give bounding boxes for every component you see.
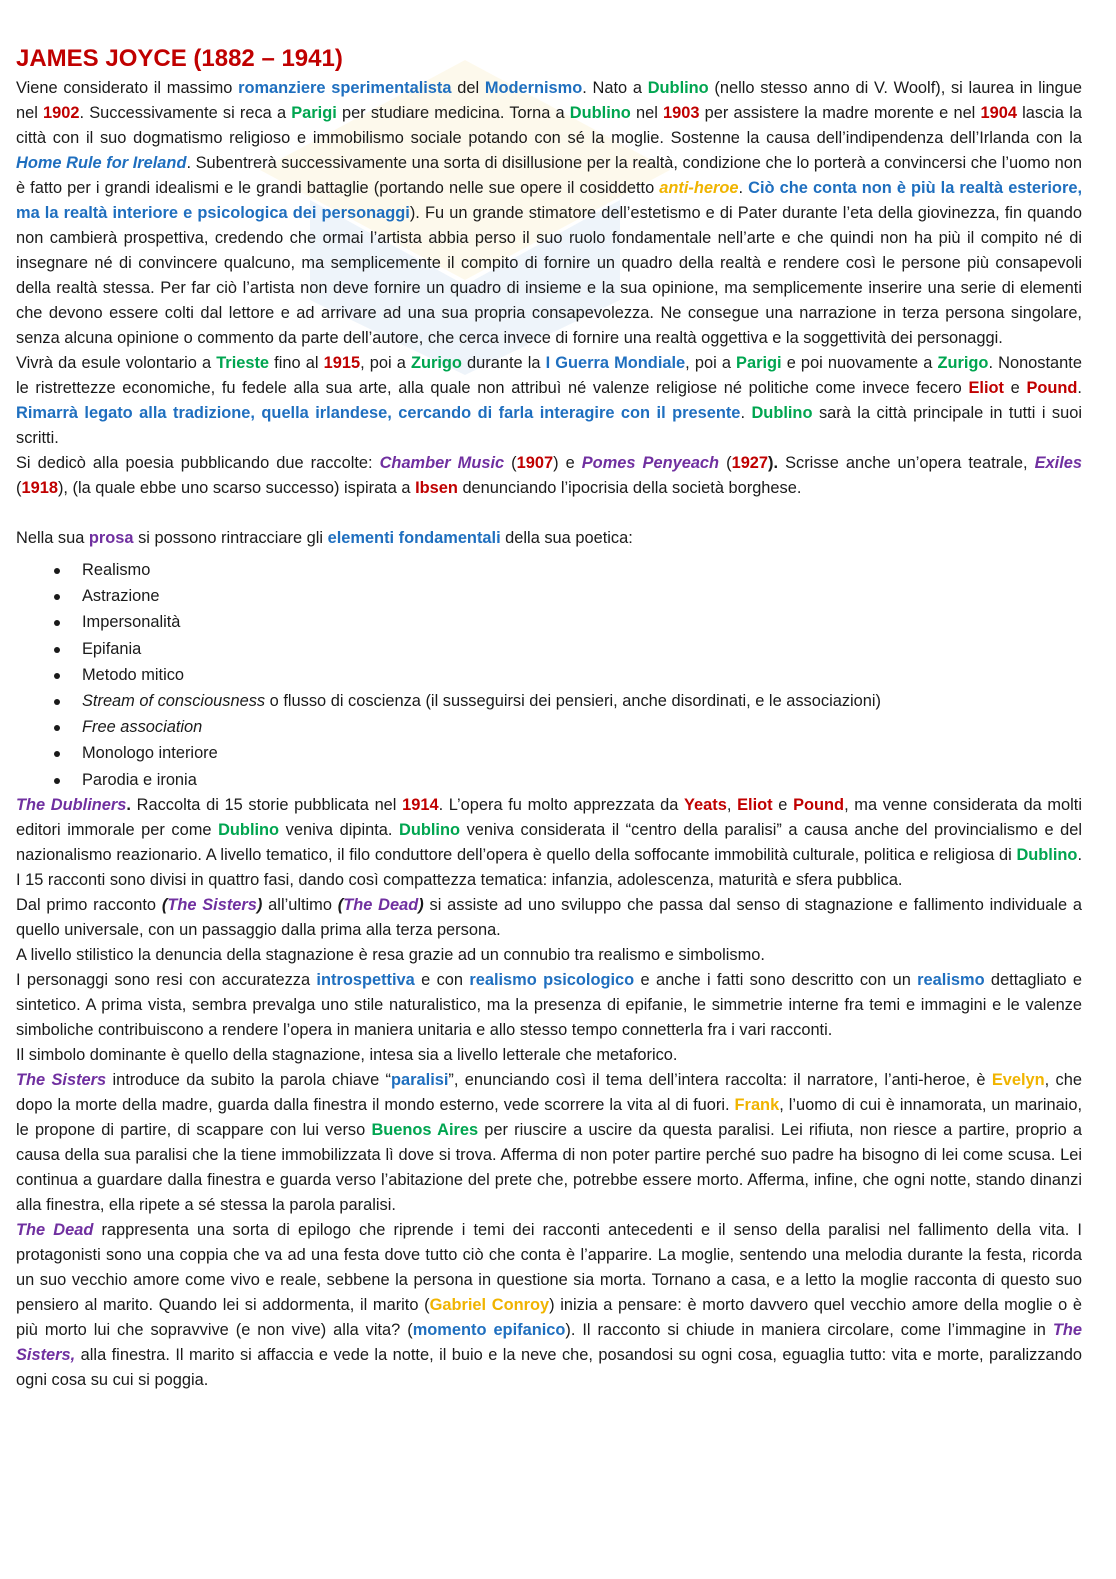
list-item: Impersonalità — [16, 609, 1082, 635]
bullet-icon — [54, 751, 60, 757]
bullet-icon — [54, 778, 60, 784]
list-item: Free association — [16, 714, 1082, 740]
list-item: Parodia e ironia — [16, 767, 1082, 793]
paragraph-style: A livello stilistico la denuncia della stagnazione è resa grazie ad un connubio tra realismo e simbolismo. — [16, 945, 765, 964]
paragraph-poetry: Si dedicò alla poesia pubblicando due raccolte: Chamber Music (1907) e Pomes Penyeach (1927). Scrisse anche un’opera teatrale, Exiles (1918), (la quale ebbe uno scarso successo) ispirata a Ibsen denunciando l’ipocrisia della società borghese. — [16, 454, 1083, 497]
paragraph-poetics-intro: Nella sua prosa si possono rintracciare gli elementi fondamentali della sua poetica: — [16, 529, 633, 547]
list-item: Metodo mitico — [16, 662, 1082, 688]
page-title: JAMES JOYCE (1882 – 1941) — [16, 45, 343, 72]
paragraph-symbol: Il simbolo dominante è quello della stagnazione, intesa sia a livello letterale che metaforico. — [16, 1045, 678, 1064]
bullet-icon — [54, 568, 60, 574]
paragraph-the-dead: The Dead rappresenta una sorta di epilogo che riprende i temi dei racconti antecedenti e il senso della paralisi nel fallimento della vita. I protagonisti sono una coppia che va ad una festa dove tutto ciò che conta è l’apparire. La moglie, sentendo una melodia durante la festa, ricorda un suo vecchio amore come vivo e reale, sebbene la persona in questione sia morta. Tornano a casa, e a letto la moglie racconta di questo suo pensiero al marito. Quando lei si addormenta, il marito (Gabriel Conroy) inizia a pensare: è morto davvero quel vecchio amore della moglie o è più morto lui che sopravvive (e non vive) alla vita? (momento epifanico). Il racconto si chiude in maniera circolare, come l’immagine in The Sisters, alla finestra. Il marito si affaccia e vede la notte, il buio e la neve che, posandosi su ogni cosa, eguaglia tutto: vita e morte, paralizzando ogni cosa su cui si poggia. — [16, 1220, 1082, 1389]
poetics-list — [16, 557, 1082, 793]
list-item: Astrazione — [16, 583, 1082, 609]
paragraph-development: Dal primo racconto (The Sisters) all’ultimo (The Dead) si assiste ad uno sviluppo che passa dal senso di stagnazione e fallimento individuale a quello universale, con un passaggio dalla prima alla terza persona. — [16, 895, 1082, 939]
document-page — [16, 42, 1082, 1393]
paragraph-dubliners: The Dubliners. Raccolta di 15 storie pubblicata nel 1914. L’opera fu molto apprezzata da Yeats, Eliot e Pound, ma venne considerata da molti editori immorale per come Dublino veniva dipinta. Dublino veniva considerata il “centro della paralisi” a causa anche del provincialismo e del nazionalismo reazionario. A livello tematico, il filo conduttore dell’opera è quello della soffocante immobilità culturale, politica e religiosa di Dublino. I 15 racconti sono divisi in quattro fasi, dando così compattezza tematica: infanzia, adolescenza, maturità e sfera pubblica. — [16, 795, 1082, 889]
list-item: Stream of consciousness o flusso di coscienza (il susseguirsi dei pensieri, anche disordinati, e le associazioni) — [16, 688, 1082, 714]
paragraph-the-sisters: The Sisters introduce da subito la parola chiave “paralisi”, enunciando così il tema dell’intera raccolta: il narratore, l’anti-heroe, è Evelyn, che dopo la morte della madre, guarda dalla finestra il mondo esterno, vede scorrere la vita al di fuori. Frank, l’uomo di cui è innamorata, un marinaio, le propone di partire, di scappare con lui verso Buenos Aires per riuscire a uscire da questa paralisi. Lei rifiuta, non riesce a partire, proprio a causa della sua paralisi che la tiene immobilizzata lì dove si trova. Afferma di non poter partire perché suo padre ha bisogno di lei come scusa. Lei continua a guardare dalla finestra e guarda verso l’abitazione del prete che, potrebbe essere morto. Afferma, infine, che ogni notte, stando dinanzi alla finestra, ella ripete a sé stessa la parola paralisi. — [16, 1070, 1082, 1214]
list-item: Epifania — [16, 636, 1082, 662]
bullet-icon — [54, 699, 60, 705]
bullet-icon — [54, 725, 60, 731]
bullet-icon — [54, 620, 60, 626]
bullet-icon — [54, 673, 60, 679]
list-item: Realismo — [16, 557, 1082, 583]
list-item: Monologo interiore — [16, 740, 1082, 766]
bullet-icon — [54, 647, 60, 653]
paragraph-exile: Vivrà da esule volontario a Trieste fino al 1915, poi a Zurigo durante la I Guerra Mondiale, poi a Parigi e poi nuovamente a Zurigo. Nonostante le ristrettezze economiche, fu fedele alla sua arte, alla quale non attribuì né valenze religiose né politiche come invece fecero Eliot e Pound. Rimarrà legato alla tradizione, quella irlandese, cercando di farla interagire con il presente. Dublino sarà la città principale in tutti i suoi scritti. — [16, 354, 1083, 447]
paragraph-characters: I personaggi sono resi con accuratezza introspettiva e con realismo psicologico e anche i fatti sono descritto con un realismo dettagliato e sintetico. A prima vista, sembra prevalga uno stile naturalistico, ma la presenza di epifanie, le simmetrie interne fra temi e immagini e le valenze simboliche contribuiscono a rendere l’opera in maniera unitaria e allo stesso tempo connetterla fra i vari racconti. — [16, 970, 1082, 1039]
paragraph-intro: Viene considerato il massimo romanziere sperimentalista del Modernismo. Nato a Dublino (nello stesso anno di V. Woolf), si laurea in lingue nel 1902. Successivamente si reca a Parigi per studiare medicina. Torna a Dublino nel 1903 per assistere la madre morente e nel 1904 lascia la città con il suo dogmatismo religioso e immobilismo sociale potando con sé la moglie. Sostenne la causa dell’indipendenza dell’Irlanda con la Home Rule for Ireland. Subentrerà successivamente una sorta di disillusione per la realtà, condizione che lo porterà a convincersi che l’uomo non è fatto per i grandi idealismi e le grandi battaglie (portando nelle sue opere il cosiddetto anti-heroe. Ciò che conta non è più la realtà esteriore, ma la realtà interiore e psicologica dei personaggi). Fu un grande stimatore dell’estetismo e di Pater durante l’eta della giovinezza, fin quando non cambierà prospettiva, credendo che ormai l’artista abbia perso il suo ruolo fondamentale nell’arte e che quindi non ha più il compito né di insegnare né di convincere qualcuno, ma semplicemente il compito di fornire un quadro della realtà e rendere così le persone più consapevoli della realtà stessa. Per far ciò l’artista non deve fornire un quadro di insieme e la sua opinione, ma semplicemente inserire una serie di elementi che devono essere colti dal lettore e ad arrivare ad una sua propria consapevolezza. Ne consegue una narrazione in terza persona singolare, senza alcuna opinione o commento da parte dell’autore, che cerca invece di fornire una realtà oggettiva e la soggettività dei personaggi. — [16, 79, 1083, 347]
bullet-icon — [54, 594, 60, 600]
